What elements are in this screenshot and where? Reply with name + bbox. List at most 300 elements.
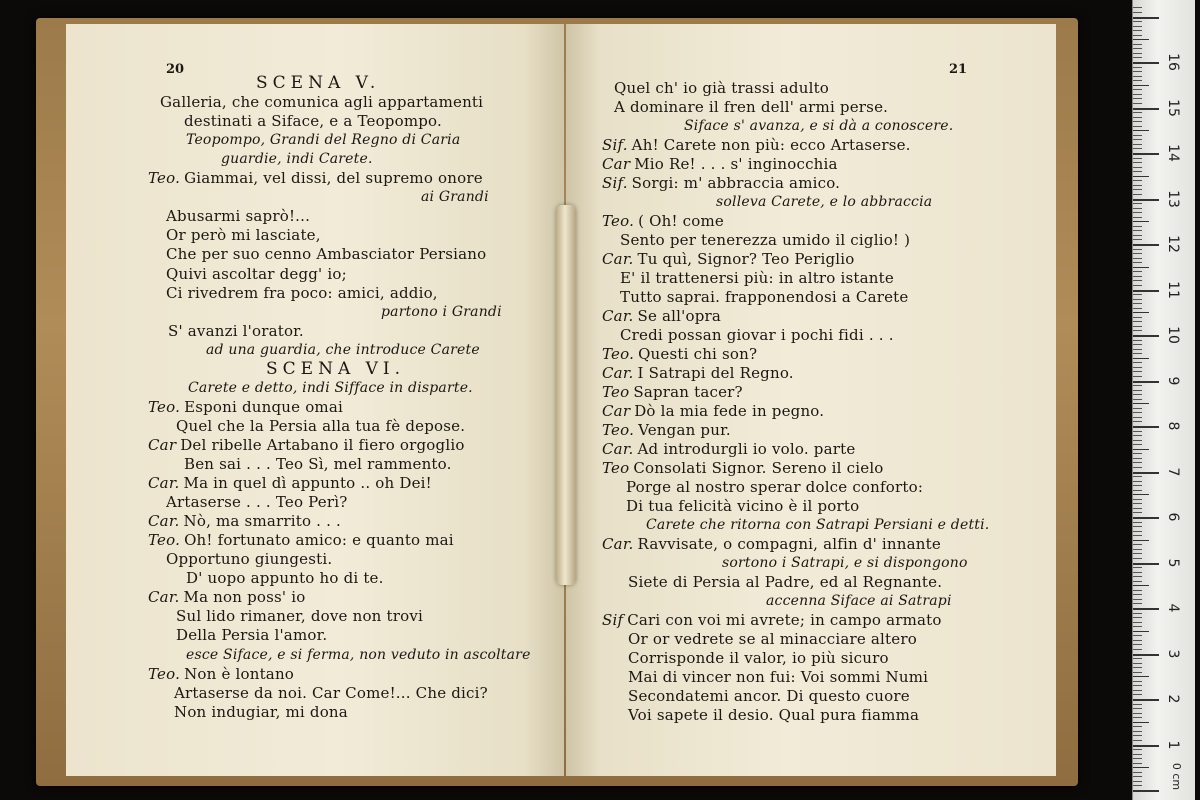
ruler-number: 7 xyxy=(1165,467,1181,476)
stage-direction: partono i Grandi xyxy=(381,303,502,320)
verse-line: E' il trattenersi più: in altro istante xyxy=(620,269,894,287)
stage-direction: solleva Carete, e lo abbraccia xyxy=(716,194,933,210)
ruler-number: 8 xyxy=(1165,421,1181,431)
ruler-tick xyxy=(1133,239,1142,240)
ruler-tick xyxy=(1133,535,1142,536)
ruler-tick xyxy=(1133,12,1142,13)
ruler-tick xyxy=(1133,667,1142,668)
ruler-tick xyxy=(1133,394,1142,395)
ruler-tick xyxy=(1133,285,1142,286)
ruler-tick xyxy=(1133,421,1142,422)
ruler-tick xyxy=(1133,594,1142,595)
right-page xyxy=(566,24,1056,776)
ruler-tick xyxy=(1133,390,1142,391)
ruler-tick xyxy=(1133,194,1142,195)
dialogue-line xyxy=(602,535,941,553)
speaker-label: Teo. xyxy=(148,664,181,683)
ruler-tick xyxy=(1133,485,1142,486)
left-page xyxy=(66,24,564,776)
ruler-tick xyxy=(1133,48,1142,49)
dialogue-text: Ah! Carete non più: ecco Artaserse. xyxy=(631,136,911,154)
speaker-label: Car. xyxy=(602,535,634,553)
ruler-number: 1 xyxy=(1165,740,1181,749)
ruler-tick xyxy=(1133,558,1142,559)
ruler-tick xyxy=(1133,344,1142,345)
dialogue-line xyxy=(602,459,884,477)
ruler-tick xyxy=(1133,553,1142,554)
ruler-tick xyxy=(1133,713,1142,714)
dialogue-line xyxy=(602,421,731,439)
ruler-tick xyxy=(1133,112,1142,113)
ruler-tick xyxy=(1133,785,1142,786)
ruler-tick xyxy=(1133,126,1142,127)
dialogue-line xyxy=(602,364,794,382)
ruler-tick xyxy=(1133,340,1142,341)
dialogue-text: Questi chi son? xyxy=(638,345,758,363)
ruler-unit-label: 0 cm xyxy=(1170,762,1184,791)
ruler-tick xyxy=(1133,431,1142,432)
ruler-tick xyxy=(1133,731,1142,732)
verse-line: Ben sai . . . Teo Sì, mel rammento. xyxy=(184,455,452,473)
speaker-label: Teo. xyxy=(148,169,181,188)
ruler-tick xyxy=(1133,531,1142,532)
scene-heading: SCENA V. xyxy=(256,73,381,93)
ruler-tick xyxy=(1133,685,1142,686)
stage-direction: Siface s' avanza, e si dà a conoscere. xyxy=(684,118,954,134)
ruler-tick xyxy=(1133,303,1142,304)
ruler-tick xyxy=(1133,408,1142,409)
ruler-tick xyxy=(1133,654,1159,656)
dialogue-text: Tu quì, Signor? Teo Periglio xyxy=(637,250,855,268)
ruler-tick xyxy=(1133,526,1142,527)
dialogue-line xyxy=(148,512,341,530)
verse-line: Ci rivedrem fra poco: amici, addio, xyxy=(166,283,438,302)
dialogue-line xyxy=(602,345,757,363)
speaker-label: Car xyxy=(602,402,631,420)
dialogue-line xyxy=(602,212,724,230)
ruler-number: 4 xyxy=(1165,603,1181,613)
ruler-tick xyxy=(1133,467,1142,468)
ruler-number: 5 xyxy=(1165,558,1181,567)
ruler-tick xyxy=(1133,694,1142,695)
ruler-number: 11 xyxy=(1165,280,1181,299)
ruler-tick xyxy=(1133,567,1142,568)
dialogue-line xyxy=(148,398,343,416)
speaker-label: Car. xyxy=(602,364,634,382)
ruler-tick xyxy=(1133,94,1142,95)
stage-direction: accenna Siface ai Satrapi xyxy=(766,593,952,609)
verse-line: Non indugiar, mi dona xyxy=(174,702,348,721)
scene-heading: SCENA VI. xyxy=(266,358,406,379)
ruler-tick xyxy=(1133,176,1149,177)
ruler-tick xyxy=(1133,399,1142,400)
ruler-tick xyxy=(1133,512,1142,513)
ruler-tick xyxy=(1133,267,1149,268)
ruler-tick xyxy=(1133,767,1149,768)
speaker-label: Car. xyxy=(602,250,634,268)
verse-line: Quel ch' io già trassi adulto xyxy=(614,79,830,97)
dialogue-text: Oh! fortunato amico: e quanto mai xyxy=(184,531,454,550)
ruler-tick xyxy=(1133,71,1142,72)
ruler-tick xyxy=(1133,362,1142,363)
stage-direction: esce Siface, e si ferma, non veduto in ascoltare xyxy=(186,646,531,663)
ruler-tick xyxy=(1133,617,1142,618)
speaker-label: Car xyxy=(148,435,177,454)
ruler-tick xyxy=(1133,417,1142,418)
ruler-tick xyxy=(1133,139,1142,140)
ruler-tick xyxy=(1133,522,1142,523)
verse-line: S' avanzi l'orator. xyxy=(168,321,304,340)
ruler-tick xyxy=(1133,290,1159,292)
dialogue-line xyxy=(602,155,838,173)
ruler-tick xyxy=(1133,153,1159,155)
verse-line: Credi possan giovar i pochi fidi . . . xyxy=(620,326,894,344)
ruler-tick xyxy=(1133,772,1142,773)
measuring-ruler xyxy=(1132,0,1195,800)
ruler-tick xyxy=(1133,262,1142,263)
ruler-tick xyxy=(1133,576,1142,577)
ruler-tick xyxy=(1133,572,1142,573)
ruler-tick xyxy=(1133,626,1142,627)
stage-direction: Carete e detto, indi Sifface in disparte. xyxy=(188,379,473,396)
ruler-tick xyxy=(1133,135,1142,136)
ruler-tick xyxy=(1133,440,1142,441)
verse-line: Galleria, che comunica agli appartamenti xyxy=(160,93,484,112)
verse-line: Porge al nostro sperar dolce conforto: xyxy=(626,478,924,496)
ruler-tick xyxy=(1133,690,1142,691)
ruler-tick xyxy=(1133,330,1142,331)
page-number: 20 xyxy=(166,62,185,77)
ruler-tick xyxy=(1133,230,1142,231)
ruler-tick xyxy=(1133,776,1142,777)
ruler-tick xyxy=(1133,385,1142,386)
ruler-tick xyxy=(1133,449,1149,450)
dialogue-line xyxy=(602,307,721,325)
dialogue-text: Ravvisate, o compagni, alfin d' innante xyxy=(637,535,941,553)
ruler-tick xyxy=(1133,85,1149,86)
speaker-label: Car xyxy=(602,155,631,173)
ruler-tick xyxy=(1133,631,1149,632)
ruler-tick xyxy=(1133,613,1142,614)
ruler-tick xyxy=(1133,708,1142,709)
ruler-tick xyxy=(1133,649,1142,650)
verse-line: Artaserse . . . Teo Perì? xyxy=(166,493,348,512)
ruler-tick xyxy=(1133,57,1142,58)
ruler-tick xyxy=(1133,490,1142,491)
dialogue-text: Nò, ma smarrito . . . xyxy=(183,512,342,531)
ruler-tick xyxy=(1133,26,1142,27)
ruler-tick xyxy=(1133,199,1159,201)
ruler-tick xyxy=(1133,699,1159,701)
ruler-number: 12 xyxy=(1165,235,1181,253)
speaker-label: Car. xyxy=(148,588,180,607)
ruler-tick xyxy=(1133,412,1142,413)
ruler-tick xyxy=(1133,635,1142,636)
verse-line: Abusarmi saprò!... xyxy=(166,207,311,226)
ruler-tick xyxy=(1133,221,1149,222)
ruler-tick xyxy=(1133,426,1159,428)
verse-line: destinati a Siface, e a Teopompo. xyxy=(184,112,442,131)
ruler-tick xyxy=(1133,672,1142,673)
ruler-tick xyxy=(1133,481,1142,482)
speaker-label: Teo. xyxy=(602,345,635,363)
dialogue-text: ( Oh! come xyxy=(638,212,724,230)
ruler-tick xyxy=(1133,585,1149,586)
verse-line: A dominare il fren dell' armi perse. xyxy=(614,98,889,116)
stage-direction: guardie, indi Carete. xyxy=(221,151,373,168)
ruler-tick xyxy=(1133,171,1142,172)
ruler-tick xyxy=(1133,381,1159,383)
ruler-tick xyxy=(1133,367,1142,368)
dialogue-line xyxy=(148,169,483,187)
speaker-label: Teo. xyxy=(148,397,181,416)
dialogue-text: Mio Re! . . . s' inginocchia xyxy=(634,155,838,173)
ruler-tick xyxy=(1133,458,1142,459)
ruler-tick xyxy=(1133,676,1149,677)
dialogue-line xyxy=(602,136,911,154)
verse-line: Quel che la Persia alla tua fè depose. xyxy=(176,416,466,435)
speaker-label: Teo xyxy=(602,383,630,401)
ruler-tick xyxy=(1133,758,1142,759)
ruler-tick xyxy=(1133,62,1159,64)
verse-line: Or però mi lasciate, xyxy=(166,226,321,245)
ruler-tick xyxy=(1133,749,1142,750)
ruler-tick xyxy=(1133,608,1159,610)
speaker-label: Sif. xyxy=(602,136,628,154)
ruler-tick xyxy=(1133,790,1159,792)
ruler-tick xyxy=(1133,499,1142,500)
verse-line: Tutto saprai. frapponendosi a Carete xyxy=(620,288,909,306)
ruler-tick xyxy=(1133,203,1142,204)
dialogue-line xyxy=(148,474,432,492)
verse-line: Sul lido rimaner, dove non trovi xyxy=(176,607,424,626)
ruler-tick xyxy=(1133,39,1149,40)
ruler-tick xyxy=(1133,349,1142,350)
verse-line: Quivi ascoltar degg' io; xyxy=(166,264,347,283)
ruler-tick xyxy=(1133,189,1142,190)
ruler-tick xyxy=(1133,121,1142,122)
verse-line: Che per suo cenno Ambasciator Persiano xyxy=(166,245,487,264)
speaker-label: Car. xyxy=(602,307,634,325)
ruler-tick xyxy=(1133,503,1142,504)
ruler-tick xyxy=(1133,603,1142,604)
dialogue-text: Sorgi: m' abbraccia amico. xyxy=(631,174,841,192)
ruler-tick xyxy=(1133,494,1149,495)
dialogue-text: Dò la mia fede in pegno. xyxy=(634,402,825,420)
dialogue-text: Consolati Signor. Sereno il cielo xyxy=(633,459,884,477)
ruler-tick xyxy=(1133,148,1142,149)
ruler-tick xyxy=(1133,663,1142,664)
ruler-tick xyxy=(1133,581,1142,582)
ruler-tick xyxy=(1133,508,1142,509)
stage-direction: Teopompo, Grandi del Regno di Caria xyxy=(186,132,461,149)
dialogue-line xyxy=(602,383,743,401)
ruler-tick xyxy=(1133,544,1142,545)
ruler-tick xyxy=(1133,249,1142,250)
ruler-tick xyxy=(1133,358,1149,359)
ruler-tick xyxy=(1133,740,1142,741)
ruler-tick xyxy=(1133,681,1142,682)
verse-line: Secondatemi ancor. Di questo cuore xyxy=(628,687,910,705)
ruler-tick xyxy=(1133,162,1142,163)
dialogue-text: Vengan pur. xyxy=(638,421,731,439)
ruler-tick xyxy=(1133,76,1142,77)
ruler-number: 15 xyxy=(1165,98,1181,117)
stage-direction: ad una guardia, che introduce Carete xyxy=(206,341,480,358)
speaker-label: Car. xyxy=(602,440,634,458)
dialogue-line xyxy=(148,665,294,683)
ruler-tick xyxy=(1133,754,1142,755)
ruler-tick xyxy=(1133,35,1142,36)
ruler-tick xyxy=(1133,89,1142,90)
speaker-label: Car. xyxy=(148,474,180,493)
ruler-tick xyxy=(1133,540,1149,541)
ruler-number: 14 xyxy=(1165,144,1181,162)
page-number: 21 xyxy=(949,62,968,77)
ruler-tick xyxy=(1133,253,1142,254)
ruler-tick xyxy=(1133,371,1142,372)
ruler-tick xyxy=(1133,722,1149,723)
ruler-number: 16 xyxy=(1165,53,1181,71)
ruler-tick xyxy=(1133,308,1142,309)
ruler-tick xyxy=(1133,435,1142,436)
ruler-tick xyxy=(1133,599,1142,600)
ruler-tick xyxy=(1133,185,1142,186)
ruler-tick xyxy=(1133,30,1142,31)
dialogue-line xyxy=(602,402,824,420)
dialogue-text: Sapran tacer? xyxy=(633,383,743,401)
ruler-tick xyxy=(1133,335,1159,337)
dialogue-text: Non è lontano xyxy=(184,664,295,683)
ruler-tick xyxy=(1133,258,1142,259)
ruler-tick xyxy=(1133,212,1142,213)
speaker-label: Teo. xyxy=(602,212,635,230)
ruler-tick xyxy=(1133,444,1142,445)
verse-line: Or or vedrete se al minacciare altero xyxy=(628,630,917,648)
dialogue-text: Se all'opra xyxy=(637,307,722,325)
ruler-tick xyxy=(1133,280,1142,281)
ruler-tick xyxy=(1133,158,1142,159)
verse-line: Sento per tenerezza umido il ciglio! ) xyxy=(620,231,911,249)
dialogue-text: I Satrapi del Regno. xyxy=(637,364,794,382)
ruler-tick xyxy=(1133,549,1142,550)
ruler-tick xyxy=(1133,244,1159,246)
ruler-tick xyxy=(1133,453,1142,454)
dialogue-line xyxy=(602,440,855,458)
verse-line: Artaserse da noi. Car Come!... Che dici? xyxy=(174,683,488,702)
ruler-tick xyxy=(1133,80,1142,81)
ruler-tick xyxy=(1133,658,1142,659)
ruler-tick xyxy=(1133,53,1142,54)
ruler-tick xyxy=(1133,476,1142,477)
ruler-tick xyxy=(1133,376,1142,377)
verse-line: D' uopo appunto ho di te. xyxy=(186,569,384,588)
ruler-tick xyxy=(1133,130,1149,131)
ruler-tick xyxy=(1133,517,1159,519)
ruler-tick xyxy=(1133,735,1142,736)
ruler-tick xyxy=(1133,294,1142,295)
ruler-tick xyxy=(1133,326,1142,327)
ruler-tick xyxy=(1133,98,1142,99)
ruler-tick xyxy=(1133,781,1142,782)
stage-direction: Carete che ritorna con Satrapi Persiani e detti. xyxy=(646,517,990,533)
ruler-tick xyxy=(1133,403,1149,404)
ruler-tick xyxy=(1133,563,1159,565)
ruler-tick xyxy=(1133,21,1142,22)
speaker-label: Sif xyxy=(602,611,624,629)
ruler-tick xyxy=(1133,117,1142,118)
dialogue-text: Giammai, vel dissi, del supremo onore xyxy=(184,169,483,188)
dialogue-line xyxy=(602,174,840,192)
ruler-tick xyxy=(1133,644,1142,645)
ruler-tick xyxy=(1133,317,1142,318)
ruler-tick xyxy=(1133,590,1142,591)
ruler-tick xyxy=(1133,167,1142,168)
ruler-tick xyxy=(1133,462,1142,463)
verse-line: Di tua felicità vicino è il porto xyxy=(626,497,860,515)
ruler-tick xyxy=(1133,208,1142,209)
stage-direction: sortono i Satrapi, e si dispongono xyxy=(722,555,968,571)
verse-line: Siete di Persia al Padre, ed al Regnante. xyxy=(628,573,943,591)
ruler-tick xyxy=(1133,217,1142,218)
ruler-tick xyxy=(1133,299,1142,300)
dialogue-text: Ma non poss' io xyxy=(183,588,306,607)
dialogue-line xyxy=(148,588,305,606)
dialogue-line xyxy=(148,436,465,454)
speaker-label: Teo. xyxy=(148,531,181,550)
ruler-tick xyxy=(1133,472,1159,474)
ruler-tick xyxy=(1133,622,1142,623)
speaker-label: Car. xyxy=(148,512,180,531)
ruler-tick xyxy=(1133,640,1142,641)
ruler-tick xyxy=(1133,7,1142,8)
ruler-tick xyxy=(1133,321,1142,322)
dialogue-line xyxy=(148,531,454,549)
ruler-number: 6 xyxy=(1165,512,1181,522)
ruler-number: 13 xyxy=(1165,189,1181,208)
verse-line: Mai di vincer non fui: Voi sommi Numi xyxy=(628,668,929,686)
ruler-tick xyxy=(1133,312,1149,313)
verse-line: Corrisponde il valor, io più sicuro xyxy=(628,649,889,667)
ruler-tick xyxy=(1133,44,1142,45)
dialogue-text: Ma in quel dì appunto .. oh Dei! xyxy=(183,474,432,493)
dialogue-line xyxy=(602,250,855,268)
dialogue-text: Ad introdurgli io volo. parte xyxy=(637,440,856,458)
ruler-tick xyxy=(1133,717,1142,718)
stage-direction: ai Grandi xyxy=(421,189,489,206)
ruler-number: 2 xyxy=(1165,694,1181,704)
verse-line: Voi sapete il desio. Qual pura fiamma xyxy=(628,706,920,724)
ruler-tick xyxy=(1133,144,1142,145)
ruler-tick xyxy=(1133,726,1142,727)
ruler-tick xyxy=(1133,17,1159,19)
verse-line: Opportuno giungesti. xyxy=(166,550,333,569)
ruler-number: 10 xyxy=(1165,326,1181,344)
speaker-label: Teo. xyxy=(602,421,635,439)
dialogue-text: Cari con voi mi avrete; in campo armato xyxy=(627,611,942,629)
ruler-tick xyxy=(1133,67,1142,68)
ruler-tick xyxy=(1133,226,1142,227)
dialogue-text: Del ribelle Artabano il fiero orgoglio xyxy=(180,435,465,454)
ruler-tick xyxy=(1133,108,1159,110)
ruler-tick xyxy=(1133,276,1142,277)
ruler-number: 9 xyxy=(1165,376,1181,385)
ruler-tick xyxy=(1133,103,1142,104)
ruler-tick xyxy=(1133,353,1142,354)
speaker-label: Teo xyxy=(602,459,630,477)
ruler-tick xyxy=(1133,180,1142,181)
dialogue-text: Esponi dunque omai xyxy=(184,397,343,416)
